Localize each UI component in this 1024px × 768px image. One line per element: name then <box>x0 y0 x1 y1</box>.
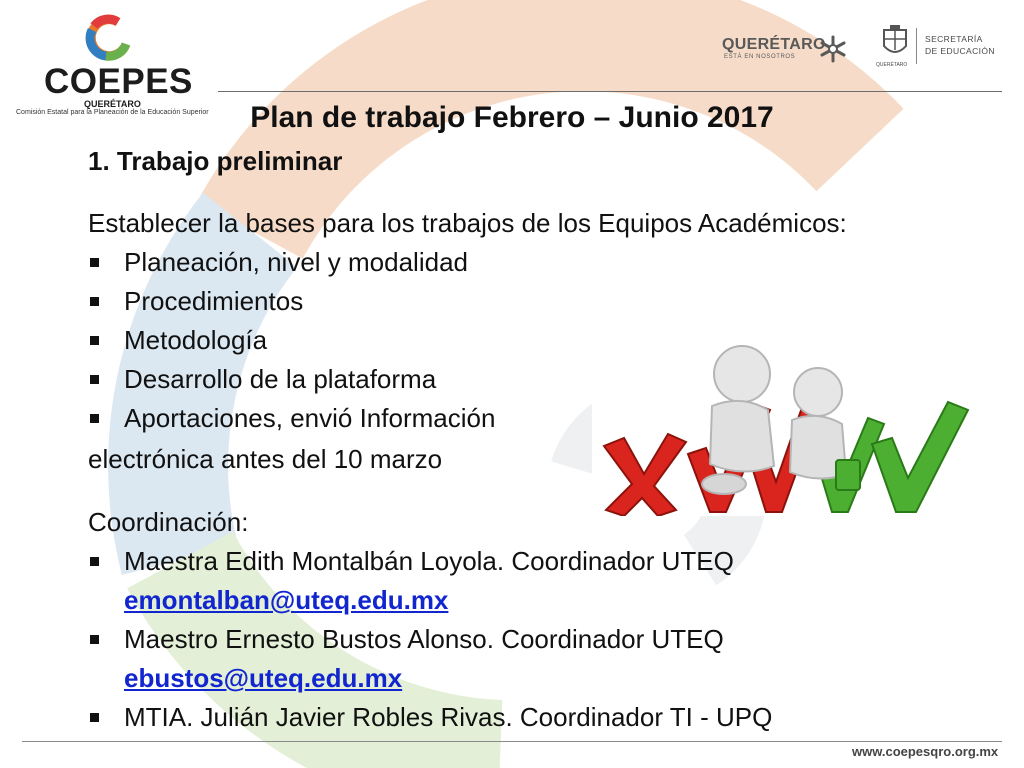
square-bullet-icon <box>90 375 99 384</box>
square-bullet-icon <box>90 557 99 566</box>
coordinator-item <box>88 698 772 737</box>
footer-divider <box>22 741 1002 742</box>
coordinator-item <box>88 620 772 698</box>
coepes-fullname: Comisión Estatal para la Planeación de la Educación Superior <box>16 109 209 116</box>
coordinator-name: MTIA. Julián Javier Robles Rivas. Coordinador TI - UPQ <box>124 702 773 732</box>
queretaro-logo <box>722 30 850 70</box>
logo-separator <box>916 28 917 64</box>
square-bullet-icon <box>90 258 99 267</box>
coepes-logo <box>14 8 210 116</box>
slide-title: Plan de trabajo Febrero – Junio 2017 <box>250 101 774 134</box>
header-divider <box>218 91 1002 92</box>
list-item: Metodología <box>88 321 495 360</box>
coepes-state: QUERÉTARO <box>84 99 141 109</box>
coordinator-name: Maestra Edith Montalbán Loyola. Coordinador UTEQ <box>124 546 734 576</box>
coordinator-name: Maestro Ernesto Bustos Alonso. Coordinador UTEQ <box>124 624 724 654</box>
red-x-icon <box>604 434 686 516</box>
square-bullet-icon <box>90 336 99 345</box>
coat-of-arms-icon <box>878 24 912 60</box>
coordinator-list <box>88 542 772 737</box>
secretaria-line2: DE EDUCACIÓN <box>925 46 995 56</box>
square-bullet-icon <box>90 635 99 644</box>
continuation-text: electrónica antes del 10 marzo <box>88 444 443 474</box>
coordinator-item <box>88 542 772 620</box>
section-heading: 1. Trabajo preliminar <box>88 146 343 176</box>
coepes-emblem-icon <box>14 8 210 68</box>
square-bullet-icon <box>90 414 99 423</box>
intro-text: Establecer la bases para los trabajos de los Equipos Académicos: <box>88 208 847 238</box>
list-item: Desarrollo de la plataforma <box>88 360 495 399</box>
coordinator-email-link[interactable]: emontalban@uteq.edu.mx <box>124 585 449 615</box>
figure-person-icon <box>790 368 860 490</box>
list-item: Aportaciones, envió Información <box>88 399 495 438</box>
square-bullet-icon <box>90 713 99 722</box>
list-item: Planeación, nivel y modalidad <box>88 243 495 282</box>
checkmarks-figures-image <box>592 334 988 516</box>
snowflake-emblem-icon <box>818 34 848 64</box>
task-bullet-list <box>88 243 495 438</box>
secretaria-state: QUERÉTARO <box>876 62 908 68</box>
coepes-wordmark: COEPES <box>44 62 193 101</box>
list-item: Procedimientos <box>88 282 495 321</box>
checkmarks-illustration <box>592 334 988 516</box>
footer-url[interactable]: www.coepesqro.org.mx <box>852 744 999 759</box>
secretaria-educacion-logo <box>876 24 1006 70</box>
coordination-label: Coordinación: <box>88 507 249 537</box>
square-bullet-icon <box>90 297 99 306</box>
queretaro-wordmark: QUERÉTARO <box>722 36 826 53</box>
coordinator-email-link[interactable]: ebustos@uteq.edu.mx <box>124 663 403 693</box>
queretaro-tagline: ESTÁ EN NOSOTROS <box>724 54 796 60</box>
secretaria-line1: SECRETARÍA <box>925 34 983 44</box>
